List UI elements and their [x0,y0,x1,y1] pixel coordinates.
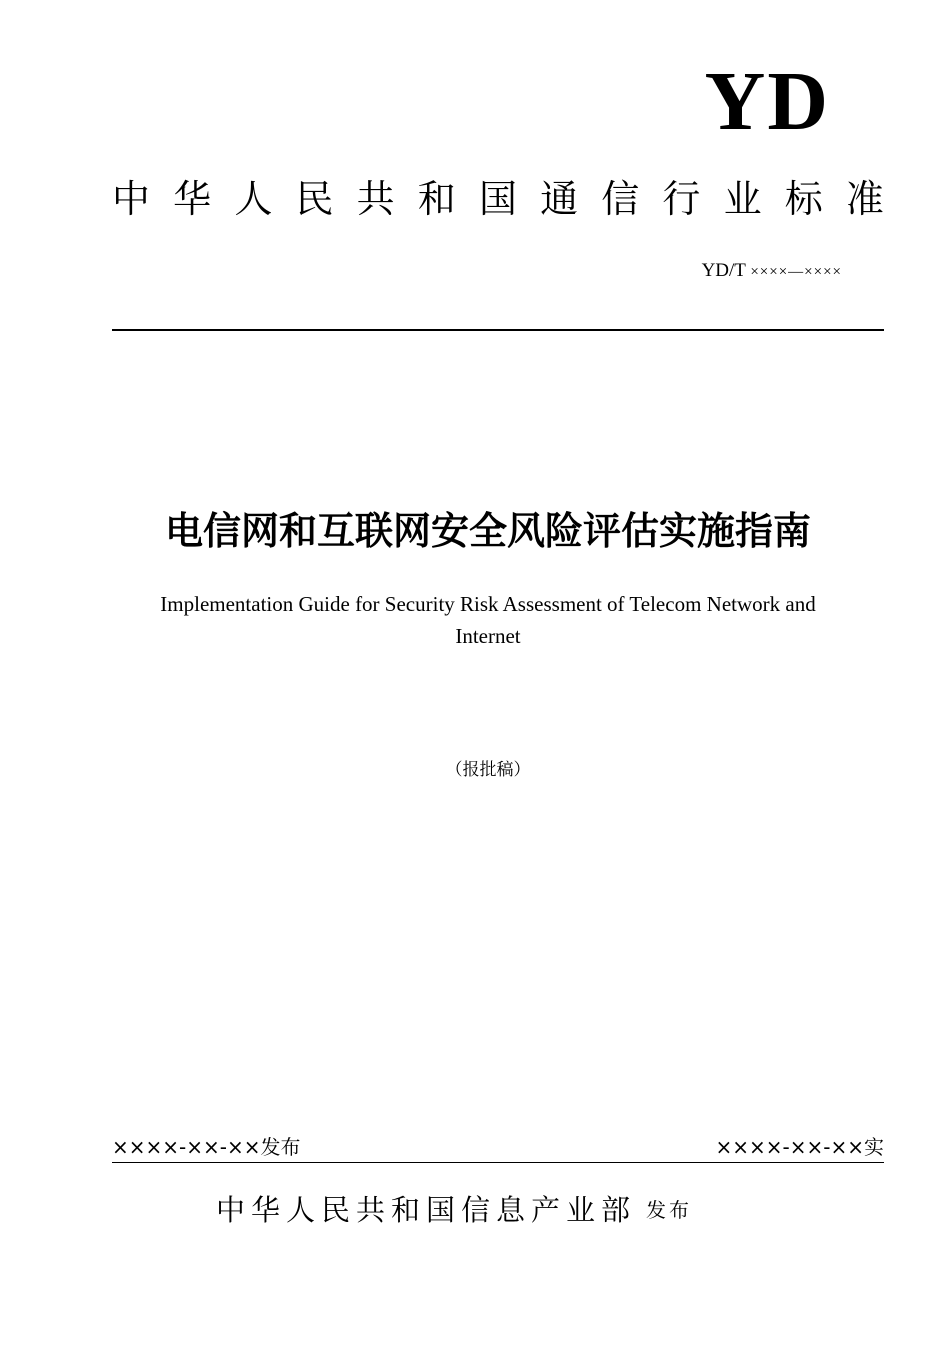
header-divider [112,329,884,331]
document-title-cn: 电信网和互联网安全风险评估实施指南 [164,509,811,553]
standard-name-char: 准 [845,177,884,221]
standard-name-char: 业 [723,177,762,221]
issuer-organization: 中华人民共和国信息产业部 [216,1193,637,1227]
standard-name-char: 通 [540,177,579,221]
standard-name-char: 行 [662,177,701,221]
standard-number [702,258,842,285]
yd-logo: YD [704,55,830,148]
standard-name-char: 人 [234,177,273,221]
issuer-action: 发布 [646,1198,693,1222]
standard-name-char: 信 [601,177,640,221]
draft-status: （报批稿） [445,760,531,780]
document-title-en: Implementation Guide for Security Risk Assessment of Telecom Network and Internet [160,592,816,648]
standard-name-char: 国 [478,177,517,221]
standard-name-char: 中 [112,177,151,221]
footer-divider [112,1162,884,1163]
standard-name-char: 和 [417,177,456,221]
publish-date: ××××-××-××发布 [112,1135,301,1159]
standard-number-prefix: YD/T [701,260,746,281]
issuer [216,1188,692,1232]
standard-name-char: 标 [784,177,823,221]
standard-name-char: 共 [356,177,395,221]
standard-number-placeholder: ××××—×××× [750,264,842,280]
standard-name-char: 民 [295,177,334,221]
implement-date: ××××-××-××实 [715,1135,884,1159]
standard-category-name [112,174,884,224]
standard-name-char: 华 [173,177,212,221]
